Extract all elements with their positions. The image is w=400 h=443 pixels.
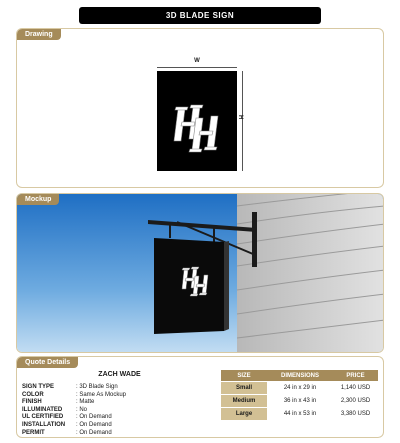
mockup-panel — [16, 193, 384, 353]
width-dimension-line — [157, 67, 237, 68]
hh-logo — [157, 71, 237, 171]
spec-row — [22, 392, 126, 400]
price-cell: 2,300 USD — [340, 398, 371, 404]
height-dimension-label: H — [237, 115, 243, 120]
drawing-tab-label: Drawing — [17, 29, 61, 40]
spec-row — [22, 430, 126, 438]
dimensions-column-header: DIMENSIONS — [267, 370, 333, 381]
size-cell: Medium — [221, 395, 267, 407]
spec-value: : Matte — [76, 399, 95, 406]
size-column-header: SIZE — [221, 370, 267, 381]
quote-panel — [16, 356, 384, 438]
price-table-header — [221, 370, 378, 381]
table-row — [221, 408, 378, 420]
blade-sign-edge — [224, 241, 229, 331]
spec-label: UL CERTIFIED — [22, 414, 64, 421]
spec-row — [22, 414, 126, 422]
size-cell: Large — [221, 408, 267, 420]
spec-value: : 3D Blade Sign — [76, 384, 118, 390]
quote-tab-label: Quote Details — [17, 357, 78, 368]
spec-value: : On Demand — [76, 429, 112, 436]
width-dimension-label: W — [194, 58, 200, 64]
spec-label: ILLUMINATED — [22, 406, 63, 413]
page-title: 3D BLADE SIGN — [79, 7, 321, 24]
spec-list — [22, 384, 126, 437]
table-row — [221, 382, 378, 394]
price-column-header: PRICE — [333, 370, 378, 381]
spec-row — [22, 384, 126, 392]
price-cell: 1,140 USD — [340, 385, 371, 391]
drawing-panel — [16, 28, 384, 188]
sign-drawing — [157, 71, 237, 171]
spec-label: PERMIT — [22, 429, 45, 436]
dimensions-cell: 44 in x 53 in — [283, 411, 317, 417]
price-table — [221, 369, 378, 421]
spec-value: : On Demand — [76, 421, 112, 428]
blade-sign — [154, 238, 224, 334]
price-cell: 3,380 USD — [340, 411, 371, 417]
spec-value: : On Demand — [76, 414, 112, 421]
dimensions-cell: 24 in x 29 in — [283, 385, 317, 391]
spec-row — [22, 399, 126, 407]
spec-label: COLOR — [22, 391, 44, 398]
spec-label: SIGN TYPE — [22, 384, 55, 390]
mockup-tab-label: Mockup — [17, 194, 59, 205]
dimensions-cell: 36 in x 43 in — [283, 398, 317, 404]
client-name: ZACH WADE — [98, 371, 141, 378]
size-cell: Small — [221, 382, 267, 394]
spec-value: : Same As Mockup — [76, 391, 127, 398]
spec-row — [22, 422, 126, 430]
table-row — [221, 395, 378, 407]
spec-value: : No — [76, 406, 88, 413]
spec-row — [22, 407, 126, 415]
mockup-scene — [17, 194, 384, 353]
spec-label: INSTALLATION — [22, 421, 66, 428]
spec-label: FINISH — [22, 399, 42, 406]
